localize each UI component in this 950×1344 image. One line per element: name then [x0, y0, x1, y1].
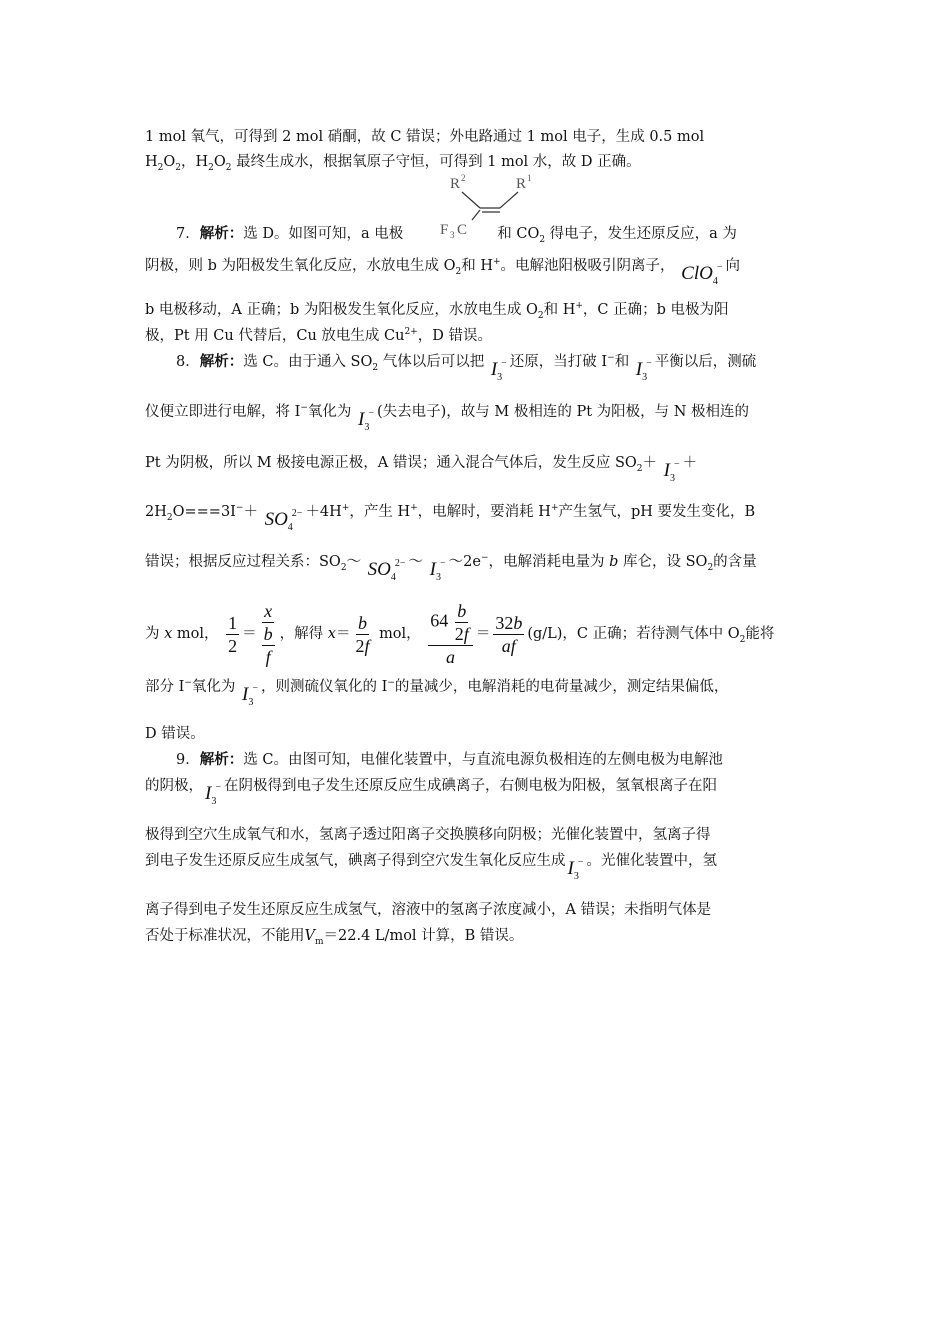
p9-line-6: 否处于标准状况，不能用$V_m=22.4$ L/mol 计算，B 错误。 — [145, 928, 524, 947]
p8-line-4: $2H_2O===3I^-+ SO_4^{2-} +4H^+$，产生 H+，电解时，要消耗 H+产生氢气，pH 要发生变化，B — [145, 503, 756, 533]
p9-line-5: 离子得到电子发生还原反应生成氢气，溶液中的氢离子浓度减小，A 错误；未指明气体是 — [145, 902, 712, 918]
triiodide-ion: $I_3^-$ — [358, 408, 374, 433]
p8-line-2: 仪便立即进行电解，将 I−氧化为 $I_3^-$ (失去电子)，故与 M 极相连的 Pt 为阳极，与 N 极相连的 — [145, 403, 750, 433]
p9-line-3: 极得到空穴生成氧气和水，氢离子透过阳离子交换膜移向阴极；光催化装置中，氢离子得 — [145, 827, 711, 843]
svg-text:1: 1 — [527, 173, 532, 183]
fraction-concentration: 64 $\frac{b}{2f}$ a — [428, 600, 473, 668]
p8-line-7: 部分 I−氧化为 $I_3^-$ ，则测硫仪氧化的 I−的量减少，电解消耗的电荷量减少，测定结果偏低， — [145, 678, 729, 708]
p7-line-1: 7．解析：选 D。如图可知，a 电极 和 $CO_2$ 得电子，发生还原反应，a 为 — [176, 225, 737, 245]
svg-text:F: F — [440, 222, 449, 238]
p7-line-3: b 电极移动，A 正确；b 为阳极发生氧化反应，水放电生成 $O_2$和 H+，C 正确；b 电极为阳 — [145, 301, 729, 321]
p9-line-2: 的阴极， $I_3^-$ 在阴极得到电子发生还原反应生成碘离子，右侧电极为阳极，氢氧根离子在阳 — [145, 778, 717, 807]
triiodide-ion: $I_3^-$ — [635, 358, 652, 383]
svg-text:R: R — [516, 176, 527, 192]
p9-line-1: 9．解析：选 C。由图可知，电催化装置中，与直流电源负极相连的左侧电极为电解池 — [176, 751, 723, 768]
svg-text:R: R — [450, 176, 461, 192]
p6-line-2: $H_2O_2$，$H_2O_2$ 最终生成水，根据氧原子守恒，可得到 1 mol 水，故 D 正确。 — [145, 154, 641, 173]
p8-line-1: 8．解析：选 C。由于通入 $SO_2$ 气体以后可以把 $I_3^-$ 还原，当打破 I−和 $I_3^-$ 平衡以后，测硫 — [176, 353, 757, 383]
triiodide-ion: $I_3^-$ — [242, 683, 258, 708]
fraction-one-half: $\frac{1}{2}$ — [228, 612, 238, 656]
triiodide-ion: $I_3^-$ — [567, 857, 584, 882]
p8-line-8: D 错误。 — [145, 726, 205, 742]
fraction-b-over-2f: $\frac{b}{2f}$ — [355, 612, 370, 656]
p9-line-4: 到电子发生还原反应生成氢气，碘离子得到空穴发生氧化反应生成 $I_3^-$ 。光催化装置中，氢 — [145, 853, 717, 882]
p6-line-1: 1 mol 氧气，可得到 2 mol 硝酮，故 C 错误；外电路通过 1 mol 电子，生成 0.5 mol — [145, 129, 705, 145]
p7-line-2: 阴极，则 b 为阳极发生氧化反应，水放电生成 $O_2$和 H+。电解池阳极吸引阴离子， ClO$_4$− 向 — [145, 257, 740, 287]
svg-text:C: C — [457, 222, 468, 238]
svg-text:3: 3 — [450, 230, 455, 240]
triiodide-ion: $I_3^-$ — [663, 459, 680, 484]
p8-line-5: 错误；根据反应过程关系：$SO_2\sim$ $SO_4^{2-}$ ～ $I_3^-$ ～2e−，电解消耗电量为 b 库仑，设 $SO_2$的含量 — [145, 553, 757, 583]
perchlorate-ion: ClO$_4$− — [681, 262, 723, 287]
sulfate-ion: $SO_4^{2-}$ — [264, 508, 303, 533]
sulfate-ion: $SO_4^{2-}$ — [367, 558, 406, 583]
p8-line-6: 为 x mol， $\frac{1}{2}$ ＝ $\frac{x}{\frac{b}{f}}$ ，解得 x＝ $\frac{b}{2f}$ mol， 64 $\frac{b}{2f}$ a ＝ $\frac{32b}{af}$ (g/L)，C 正确；若待测气体中 $O_2$能将 — [145, 601, 775, 667]
triiodide-ion: $I_3^-$ — [490, 358, 507, 383]
fraction-32b-over-af: $\frac{32b}{af}$ — [495, 612, 523, 656]
p7-line-4: 极，Pt 用 Cu 代替后，Cu 放电生成 $Cu^{2+}$，D 错误。 — [145, 327, 492, 344]
p8-line-3: Pt 为阴极，所以 M 极接电源正极，A 错误；通入混合气体后，发生反应 $SO_2+ I_3^-$ ＋ — [145, 455, 698, 484]
fraction-x-over-b-f: $\frac{x}{\frac{b}{f}}$ — [263, 601, 273, 667]
triiodide-ion: $I_3^-$ — [429, 558, 446, 583]
triiodide-ion: $I_3^-$ — [205, 782, 221, 807]
svg-text:2: 2 — [461, 173, 466, 183]
